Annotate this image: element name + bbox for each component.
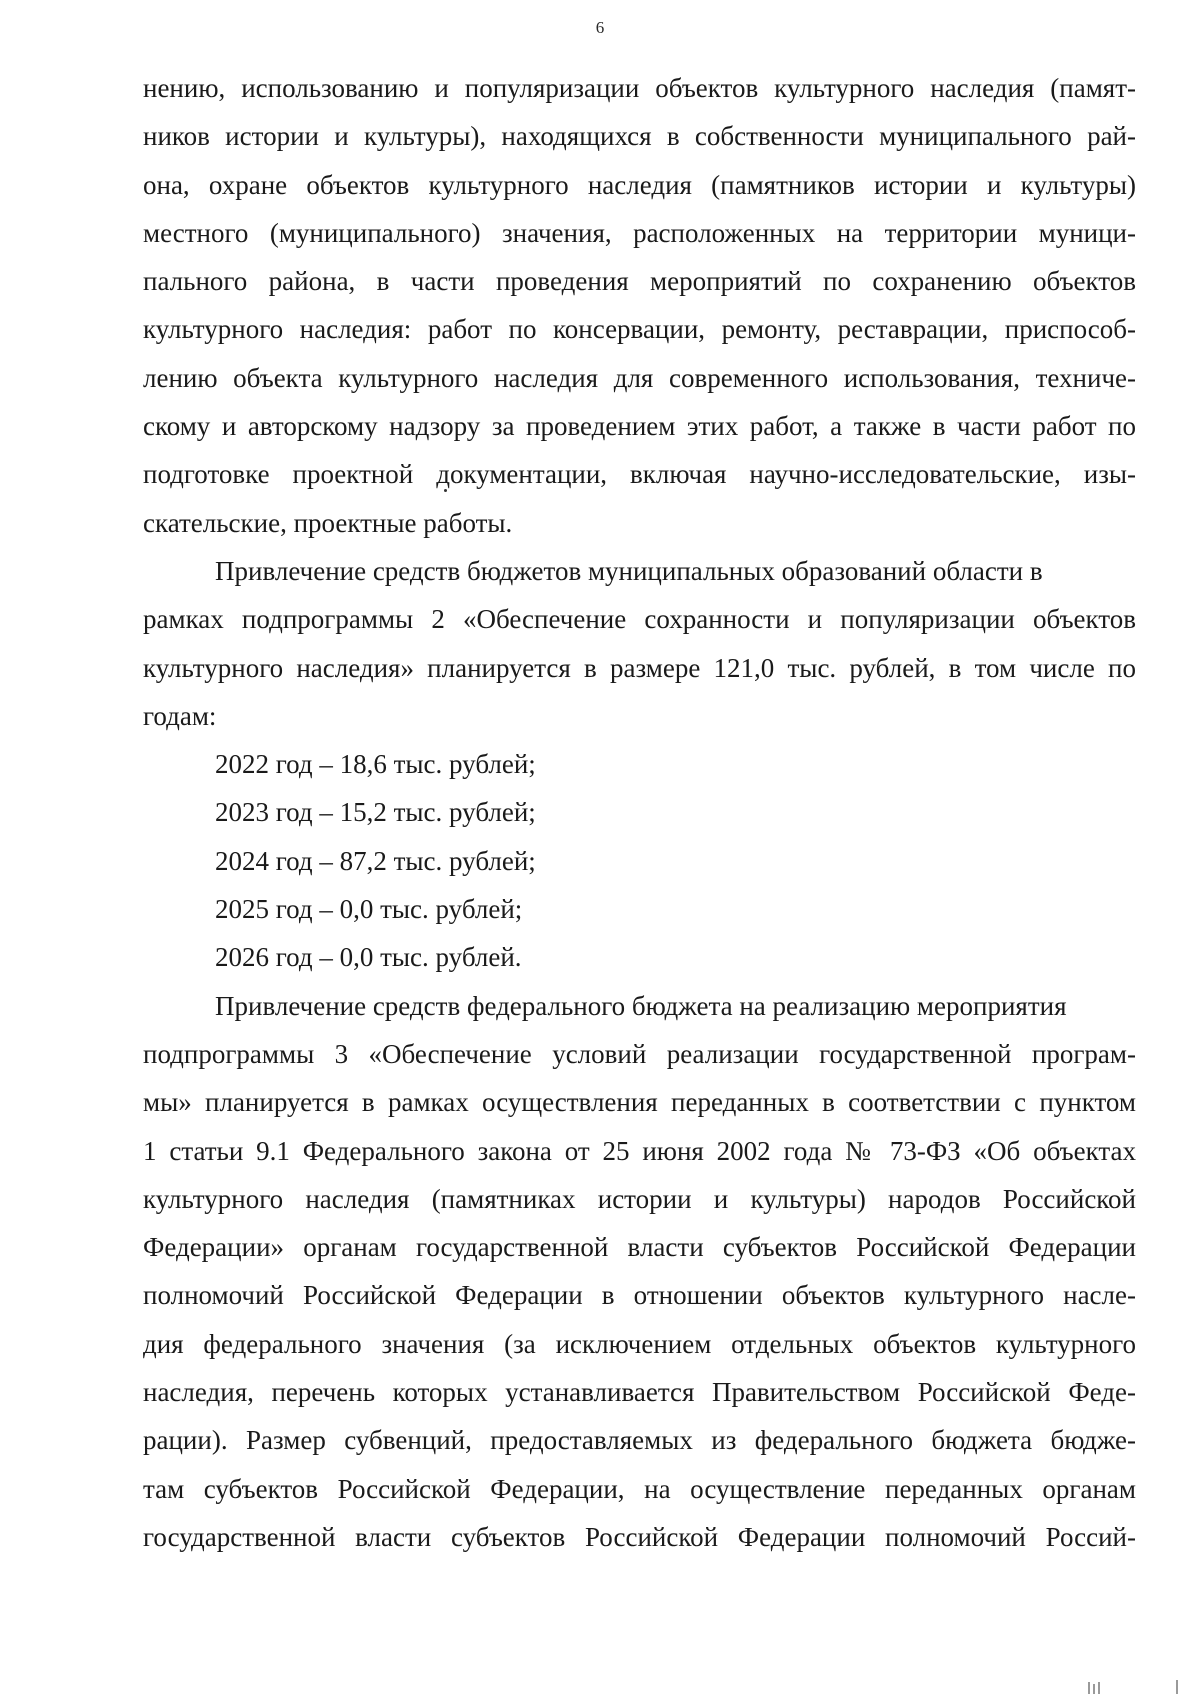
scan-artifact-mark — [1093, 1684, 1095, 1694]
text-line: лению объекта культурного наследия для современного использования, техниче- — [143, 362, 1136, 393]
scan-artifact-mark — [1088, 1682, 1090, 1694]
text-line: скательские, проектные работы. — [143, 507, 513, 538]
funding-year-line: 2022 год – 18,6 тыс. рублей; — [215, 749, 536, 780]
text-line: она, охране объектов культурного наследия (памятников истории и культуры) — [143, 169, 1136, 200]
text-line: культурного наследия: работ по консервации, ремонту, реставрации, приспособ- — [143, 314, 1136, 345]
funding-year-line: 2024 год – 87,2 тыс. рублей; — [215, 845, 536, 876]
funding-year-line: 2025 год – 0,0 тыс. рублей; — [215, 894, 523, 925]
text-line: полномочий Российской Федерации в отношении объектов культурного насле- — [143, 1280, 1136, 1311]
text-line: 1 статьи 9.1 Федерального закона от 25 июня 2002 года № 73-ФЗ «Об объектах — [143, 1135, 1136, 1166]
text-line: скому и авторскому надзору за проведением этих работ, а также в части работ по — [143, 411, 1136, 442]
text-line: рации). Размер субвенций, предоставляемых из федерального бюджета бюдже- — [143, 1425, 1136, 1456]
text-line: подпрограммы 3 «Обеспечение условий реализации государственной програм- — [143, 1038, 1136, 1069]
text-line: нению, использованию и популяризации объектов культурного наследия (памят- — [143, 73, 1136, 103]
text-line: там субъектов Российской Федерации, на осуществление переданных органам — [143, 1473, 1136, 1504]
text-line: пального района, в части проведения мероприятий по сохранению объектов — [143, 266, 1136, 297]
page-number: 6 — [595, 18, 605, 37]
funding-year-line: 2026 год – 0,0 тыс. рублей. — [215, 942, 522, 973]
scan-artifact-mark — [1176, 1680, 1178, 1694]
text-line: наследия, перечень которых устанавливается Правительством Российской Феде- — [143, 1377, 1136, 1408]
text-line: местного (муниципального) значения, расположенных на территории муници- — [143, 217, 1136, 248]
text-line: дия федерального значения (за исключением отдельных объектов культурного — [143, 1328, 1136, 1359]
body-text — [143, 64, 1136, 1561]
text-line: годам: — [143, 700, 217, 731]
text-line: Привлечение средств бюджетов муниципальных образований области в — [215, 555, 1043, 586]
scan-artifact-mark — [1098, 1682, 1100, 1694]
text-line: культурного наследия» планируется в размере 121,0 тыс. рублей, в том числе по — [143, 652, 1136, 683]
text-line: Привлечение средств федерального бюджета на реализацию мероприятия — [215, 990, 1067, 1021]
text-line: мы» планируется в рамках осуществления переданных в соответствии с пунктом — [143, 1087, 1136, 1118]
scan-artifact-dot — [444, 489, 447, 492]
text-line: рамках подпрограммы 2 «Обеспечение сохранности и популяризации объектов — [143, 604, 1136, 635]
text-line: подготовке проектной документации, включая научно-исследовательские, изы- — [143, 459, 1136, 490]
text-line: ников истории и культуры), находящихся в собственности муниципального рай- — [143, 121, 1136, 152]
text-line: государственной власти субъектов Российской Федерации полномочий Россий- — [143, 1521, 1136, 1552]
text-line: культурного наследия (памятниках истории и культуры) народов Российской — [143, 1183, 1136, 1214]
text-line: Федерации» органам государственной власти субъектов Российской Федерации — [143, 1232, 1136, 1263]
funding-year-line: 2023 год – 15,2 тыс. рублей; — [215, 797, 536, 828]
